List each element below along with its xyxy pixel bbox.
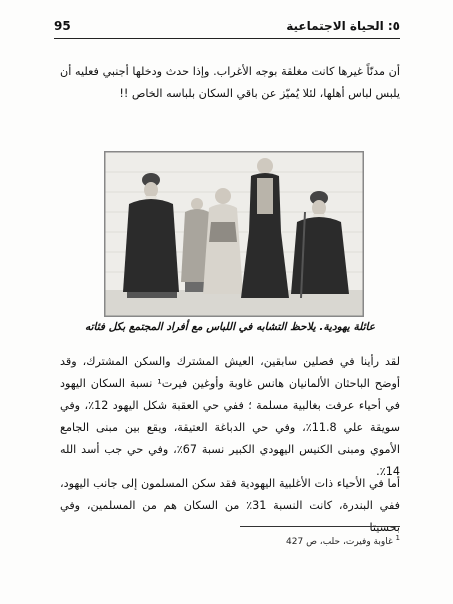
footnote [60, 534, 400, 547]
family-engraving-figure [104, 151, 364, 317]
footnote-text: غاوبة وفيرت، حلب، ص 427 [286, 537, 393, 547]
footnote-rule [240, 526, 400, 527]
paragraph-1: أن مدنّاً غيرها كانت مغلقة بوجه الأغراب. وإذا حدث ودخلها أجنبي فعليه أن يلبس لباس أهلها، لئلا يُميّز عن باقي السكان بلباسه الخاص !! [60, 65, 400, 100]
paragraph-2: لقد رأينا في فصلين سابقين، العيش المشترك والسكن المشترك، وقد أوضح الباحثان الألمانيان هانس غاوبة وأوغين فيرت¹ نسبة السكان اليهود في أحياء عرفت بغالبية مسلمة ؛ ففي حي العقبة شكل اليهود 12٪، وفي سويقة علي 11.8٪، وفي حي الدباغة العتيقة، ويقع بين مبنى الجامع الأموي ومبنى الكنيس اليهودي الكبير نسبة 67٪، وفي حي جب أسد الله 14٪. [60, 355, 401, 478]
paragraph-3: أما في الأحياء ذات الأغلبية اليهودية فقد سكن المسلمون إلى جانب اليهود، ففي البندرة، كانت النسبة 31٪ من السكان هم من المسلمين، وفي بحسيتا [60, 477, 400, 534]
figure-caption: عائلة يهودية. يلاحظ التشابه في اللباس مع أفراد المجتمع بكل فئاته [85, 321, 375, 333]
footnote-marker: 1 [395, 534, 400, 542]
engraving-illustration [105, 152, 363, 316]
page-header [54, 16, 400, 40]
header-rule [54, 38, 400, 39]
page-number: 95 [54, 19, 71, 33]
running-title: ٥: الحياة الاجتماعية [286, 19, 400, 33]
